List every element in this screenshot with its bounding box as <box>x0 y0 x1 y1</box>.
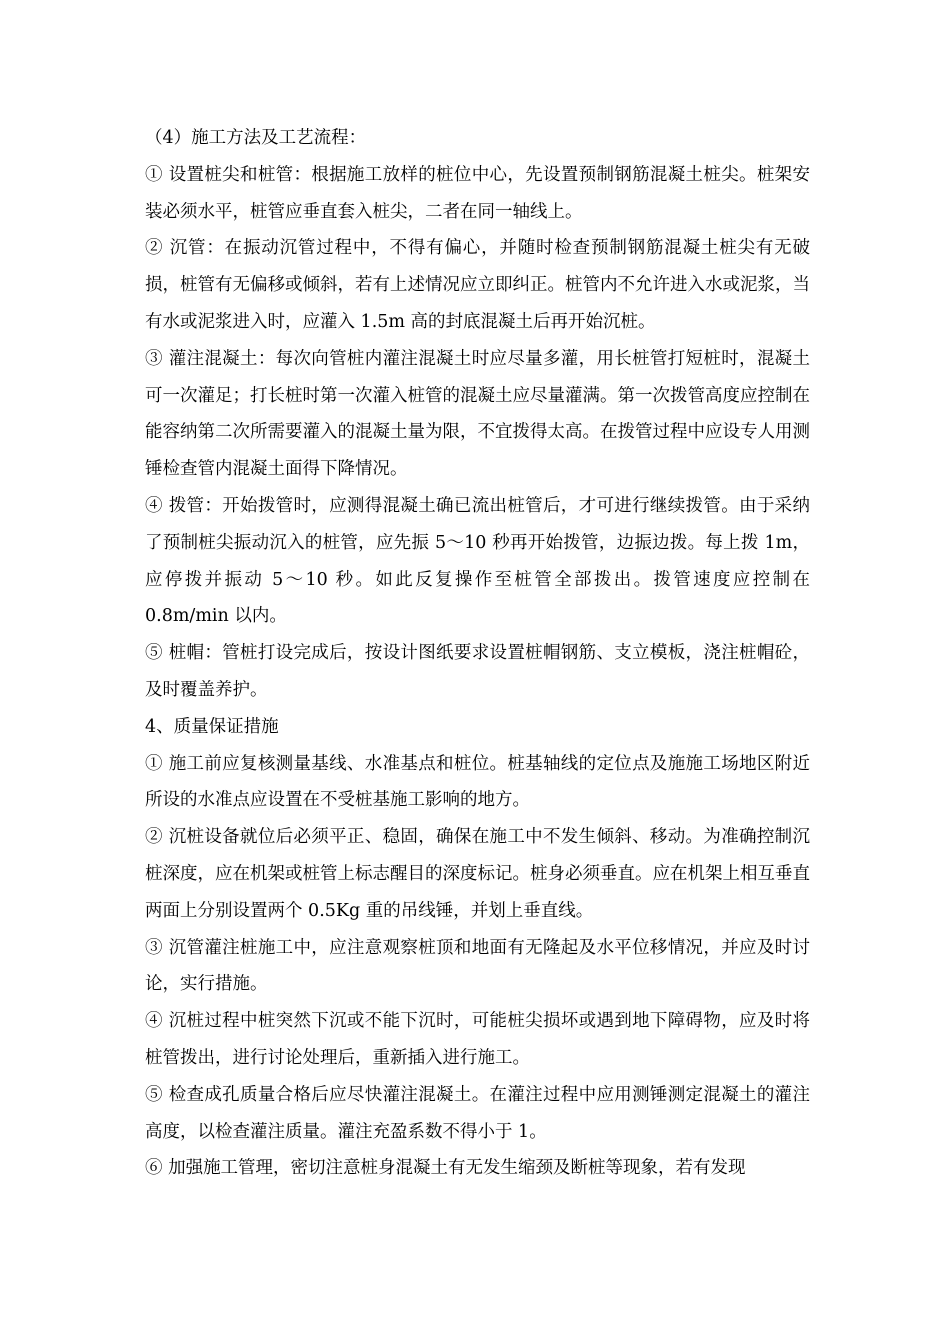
paragraph-pulling-casing: ④ 拨管：开始拨管时，应测得混凝土确已流出桩管后，才可进行继续拨管。由于采纳了预制桩尖振动沉入的桩管，应先振 5～10 秒再开始拨管，边振边拨。每上拨 1m，应停拨并振动 5～10 秒。如此反复操作至桩管全部拨出。拨管速度应控制在 0.8m/min 以内。 <box>145 495 810 627</box>
paragraph-quality-item-2: ② 沉桩设备就位后必须平正、稳固，确保在施工中不发生倾斜、移动。为准确控制沉桩深度，应在机架或桩管上标志醒目的深度标记。桩身必须垂直。应在机架上相互垂直两面上分别设置两个 0.5Kg 重的吊线锤，并划上垂直线。 <box>145 827 810 921</box>
section-heading-construction-method: （4）施工方法及工艺流程： <box>145 128 367 148</box>
document-body <box>145 120 810 1187</box>
paragraph-quality-item-1: ① 施工前应复核测量基线、水准基点和桩位。桩基轴线的定位点及施施工场地区附近所设的水准点应设置在不受桩基施工影响的地方。 <box>145 753 810 811</box>
paragraph-pile-cap: ⑤ 桩帽：管桩打设完成后，按设计图纸要求设置桩帽钢筋、支立模板，浇注桩帽砼，及时覆盖养护。 <box>145 643 810 700</box>
paragraph-quality-item-3: ③ 沉管灌注桩施工中，应注意观察桩顶和地面有无隆起及水平位移情况，并应及时讨论，实行措施。 <box>145 937 810 995</box>
section-heading-quality-assurance: 4、质量保证措施 <box>145 716 279 737</box>
paragraph-quality-item-6: ⑥ 加强施工管理，密切注意桩身混凝土有无发生缩颈及断桩等现象，若有发现 <box>145 1158 746 1179</box>
paragraph-quality-item-5: ⑤ 检查成孔质量合格后应尽快灌注混凝土。在灌注过程中应用测锤测定混凝土的灌注高度，以检查灌注质量。灌注充盈系数不得小于 1。 <box>145 1084 810 1142</box>
paragraph-sinking-casing: ② 沉管：在振动沉管过程中，不得有偏心，并随时检查预制钢筋混凝土桩尖有无破损，桩管有无偏移或倾斜，若有上述情况应立即纠正。桩管内不允许进入水或泥浆，当有水或泥浆进入时，应灌入 1.5m 高的封底混凝土后再开始沉桩。 <box>145 238 810 332</box>
paragraph-pouring-concrete: ③ 灌注混凝土：每次向管桩内灌注混凝土时应尽量多灌，用长桩管打短桩时，混凝土可一次灌足；打长桩时第一次灌入桩管的混凝土应尽量灌满。第一次拨管高度应控制在能容纳第二次所需要灌入的混凝土量为限，不宜拨得太高。在拨管过程中应设专人用测锤检查管内混凝土面得下降情况。 <box>145 348 810 480</box>
paragraph-quality-item-4: ④ 沉桩过程中桩突然下沉或不能下沉时，可能桩尖损坏或遇到地下障碍物，应及时将桩管拨出，进行讨论处理后，重新插入进行施工。 <box>145 1011 810 1068</box>
paragraph-pile-tip-and-casing: ① 设置桩尖和桩管：根据施工放样的桩位中心，先设置预制钢筋混凝土桩尖。桩架安装必须水平，桩管应垂直套入桩尖，二者在同一轴线上。 <box>145 164 810 222</box>
